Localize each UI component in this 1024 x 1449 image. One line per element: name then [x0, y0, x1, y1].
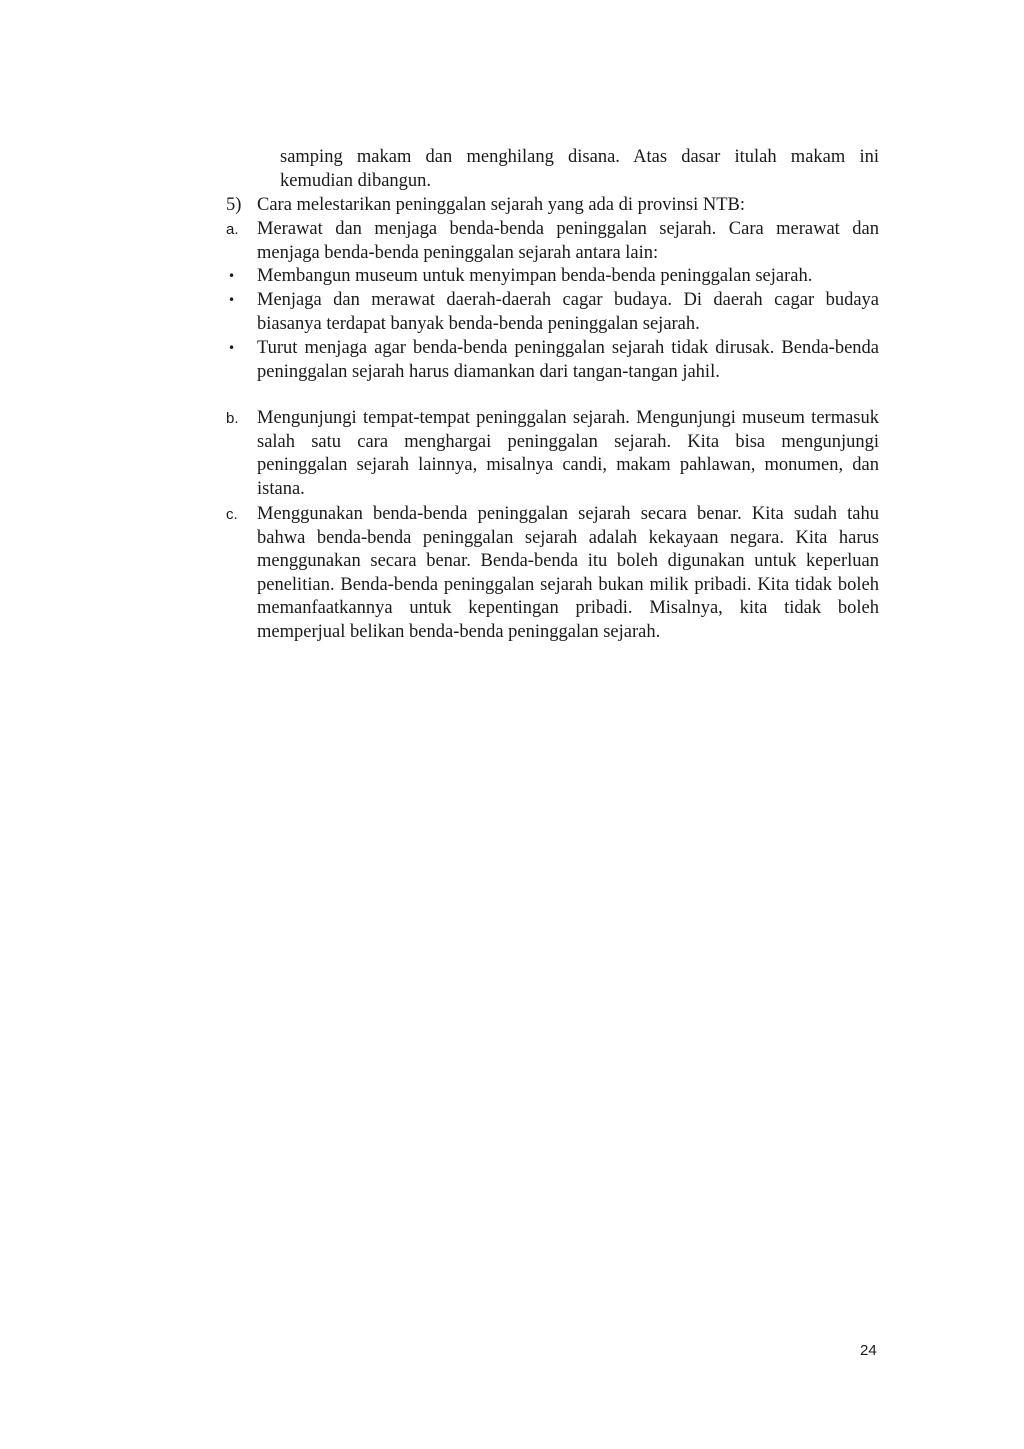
list-item-c-text: Menggunakan benda-benda peninggalan sejarah secara benar. Kita sudah tahu bahwa benda-benda peninggalan sejarah adalah kekayaan negara. Kita harus menggunakan secara benar. Benda-benda itu boleh digunakan untuk keperluan penelitian. Benda-benda peninggalan sejarah bukan milik pribadi. Kita tidak boleh memanfaatkannya untuk kepentingan pribadi. Misalnya, kita tidak boleh memperjual belikan benda-benda peninggalan sejarah.: [257, 504, 879, 642]
list-item-5-text: Cara melestarikan peninggalan sejarah yang ada di provinsi NTB:: [257, 195, 746, 215]
list-marker-a: a.: [226, 221, 239, 238]
continuation-line-1: samping makam dan menghilang disana. Atas dasar itulah makam ini: [280, 147, 879, 167]
list-item-a-text: Merawat dan menjaga benda-benda peninggalan sejarah. Cara merawat dan menjaga benda-benda peninggalan sejarah antara lain:: [257, 219, 879, 263]
list-item-5: [226, 194, 745, 218]
bullet-item-3-text: Turut menjaga agar benda-benda peninggalan sejarah tidak dirusak. Benda-benda peninggalan sejarah harus diamankan dari tangan-tangan jahil.: [257, 338, 879, 382]
continuation-line-2: kemudian dibangun.: [280, 170, 432, 191]
bullet-icon: •: [228, 341, 236, 355]
list-number: 5): [226, 195, 242, 215]
continuation-paragraph: [280, 146, 879, 193]
list-marker-c: c.: [226, 506, 238, 523]
bullet-item-1-text: Membangun museum untuk menyimpan benda-benda peninggalan sejarah.: [257, 266, 813, 286]
bullet-icon: •: [228, 269, 236, 283]
bullet-icon: •: [228, 293, 236, 307]
bullet-item-2-text: Menjaga dan merawat daerah-daerah cagar budaya. Di daerah cagar budaya biasanya terdapat banyak benda-benda peninggalan sejarah.: [257, 290, 879, 334]
list-item-b-text: Mengunjungi tempat-tempat peninggalan sejarah. Mengunjungi museum termasuk salah satu cara menghargai peninggalan sejarah. Kita bisa mengunjungi peninggalan sejarah lainnya, misalnya candi, makam pahlawan, monumen, dan istana.: [257, 408, 879, 499]
page-number: 24: [860, 1342, 877, 1359]
list-marker-b: b.: [226, 410, 239, 427]
